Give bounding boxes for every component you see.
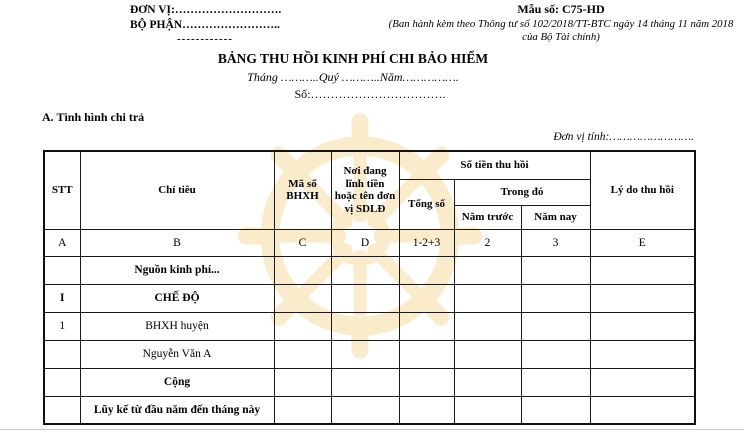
value-cell [521, 368, 590, 396]
chi-tieu-cell: Lũy kế từ đầu năm đến tháng này [80, 396, 274, 424]
value-cell [399, 256, 454, 284]
letter-cell: 2 [454, 229, 521, 256]
letter-cell: C [274, 229, 331, 256]
value-cell [399, 312, 454, 340]
letter-cell: A [44, 229, 80, 256]
letter-cell: 3 [521, 229, 590, 256]
page-bottom-edge [0, 429, 744, 430]
value-cell [590, 340, 695, 368]
value-cell [590, 396, 695, 424]
table-row-luy-ke [44, 396, 695, 424]
chi-tieu-cell: Nguyễn Văn A [80, 340, 274, 368]
value-cell [331, 340, 399, 368]
value-cell [274, 312, 331, 340]
value-cell [274, 396, 331, 424]
column-letter-row [44, 229, 695, 256]
letter-cell: 1-2+3 [399, 229, 454, 256]
header-nam-nay: Năm nay [521, 205, 590, 229]
value-cell [521, 340, 590, 368]
chi-tieu-cell: Nguồn kinh phí... [80, 256, 274, 284]
value-cell [521, 312, 590, 340]
table-row-cong [44, 368, 695, 396]
value-cell [331, 368, 399, 396]
value-cell [331, 256, 399, 284]
stt-cell [44, 396, 80, 424]
letter-cell: E [590, 229, 695, 256]
value-cell [590, 284, 695, 312]
header-trong-do: Trong đó [454, 179, 590, 205]
stt-cell [44, 368, 80, 396]
value-cell [454, 368, 521, 396]
department-label: BỘ PHẬN…………………….. [130, 18, 280, 31]
header-stt: STT [44, 151, 80, 229]
chi-tieu-cell: Cộng [80, 368, 274, 396]
stt-cell: 1 [44, 312, 80, 340]
letter-cell: B [80, 229, 274, 256]
value-cell [521, 284, 590, 312]
value-cell [454, 284, 521, 312]
value-cell [399, 368, 454, 396]
value-cell [331, 396, 399, 424]
value-cell [274, 256, 331, 284]
chi-tieu-cell: BHXH huyện [80, 312, 274, 340]
issuer-block [130, 3, 281, 33]
value-cell [454, 312, 521, 340]
form-issuance-note: (Ban hành kèm theo Thông tư số 102/2018/TT-BTC ngày 14 tháng 11 năm 2018 của Bộ Tài chính) [388, 18, 734, 44]
value-cell [590, 256, 695, 284]
stt-cell [44, 340, 80, 368]
section-a-heading: A. Tình hình chi trả [42, 110, 145, 124]
value-cell [590, 368, 695, 396]
value-cell [274, 284, 331, 312]
value-cell [331, 284, 399, 312]
value-cell [274, 340, 331, 368]
form-info-block [387, 2, 735, 44]
table-row [44, 284, 695, 312]
header-so-tien-thu-hoi: Số tiền thu hồi [399, 151, 590, 179]
stt-cell: I [44, 284, 80, 312]
period-line: Tháng ………..Quý ………..Năm……………. [247, 70, 459, 84]
recovery-table [43, 150, 696, 425]
table-row [44, 340, 695, 368]
document-title: BẢNG THU HỒI KINH PHÍ CHI BẢO HIỂM [217, 51, 489, 66]
value-cell [590, 312, 695, 340]
document-number-line: Số:……………………………. [294, 87, 446, 101]
letter-cell: D [331, 229, 399, 256]
header-nam-truoc: Năm trước [454, 205, 521, 229]
chi-tieu-cell: CHẾ ĐỘ [80, 284, 274, 312]
value-cell [399, 340, 454, 368]
value-cell [399, 396, 454, 424]
form-code: Mẫu số: C75-HD [517, 2, 605, 16]
value-cell [521, 256, 590, 284]
header-ma-so-bhxh: Mã số BHXH [274, 151, 331, 229]
table-row [44, 256, 695, 284]
header-ly-do-thu-hoi: Lý do thu hồi [590, 151, 695, 229]
value-cell [521, 396, 590, 424]
header-tong-so: Tổng số [399, 179, 454, 229]
table-row [44, 312, 695, 340]
value-cell [454, 256, 521, 284]
header-noi-dang-linh: Nơi đang lĩnh tiền hoặc tên đơn vị SDLĐ [331, 151, 399, 229]
stt-cell [44, 256, 80, 284]
unit-of-measure-note: Đơn vị tính:……………………. [553, 131, 694, 143]
value-cell [331, 312, 399, 340]
value-cell [399, 284, 454, 312]
header-chi-tieu: Chỉ tiêu [80, 151, 274, 229]
value-cell [274, 368, 331, 396]
value-cell [454, 340, 521, 368]
value-cell [454, 396, 521, 424]
unit-label: ĐƠN VỊ:………………………. [130, 4, 282, 16]
separator-dashes: ------------ [177, 33, 233, 45]
